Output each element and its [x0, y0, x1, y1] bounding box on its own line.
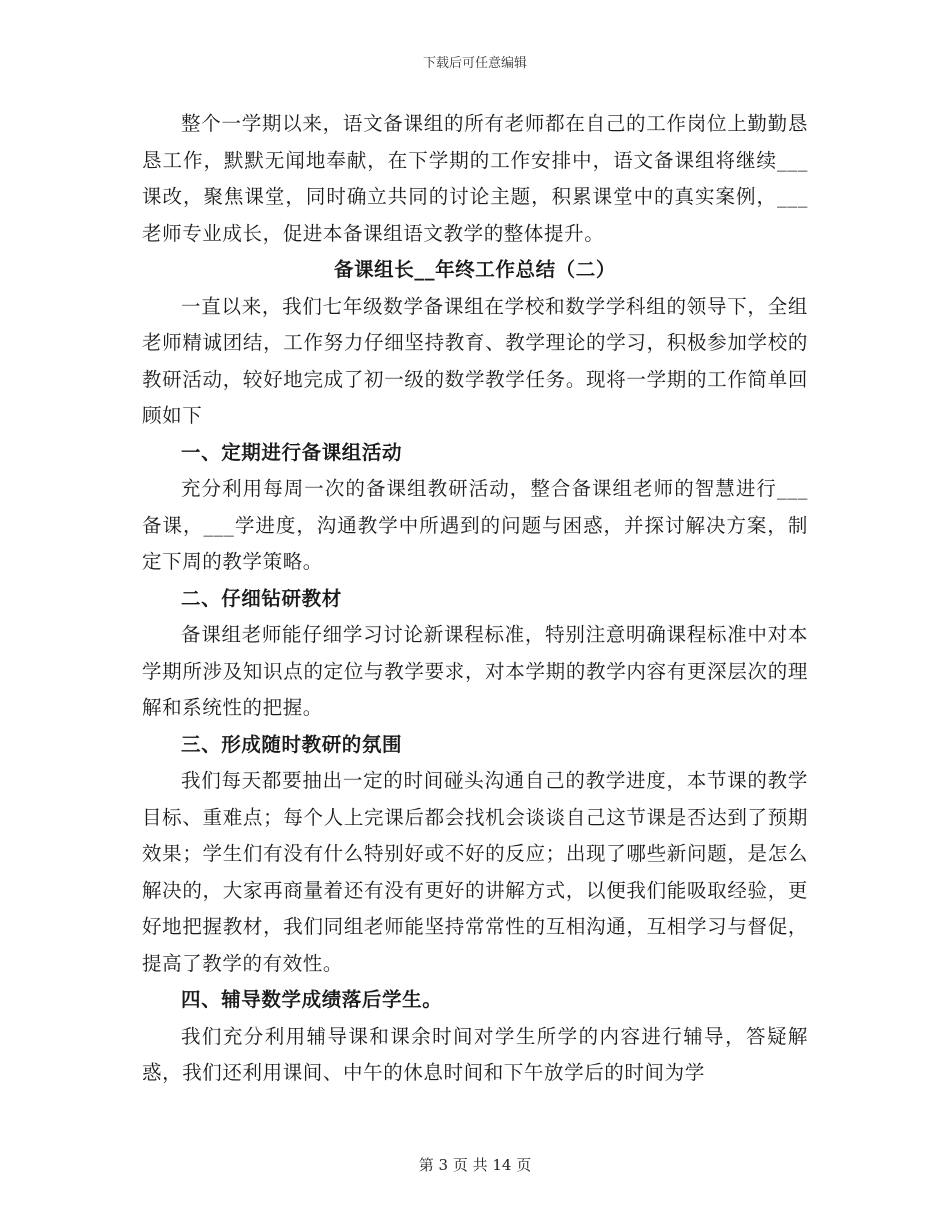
heading-1: 一、定期进行备课组活动 — [181, 440, 403, 464]
heading-2: 二、仔细钻研教材 — [181, 586, 342, 610]
paragraph-4: 我们充分利用辅导课和课余时间对学生所学的内容进行辅导，答疑解惑，我们还利用课间、中午的休息时间和下午放学后的时间为学 — [142, 1024, 808, 1084]
heading-3: 三、形成随时教研的氛围 — [181, 732, 403, 756]
page-header-note: 下载后可任意编辑 — [422, 56, 527, 71]
paragraph-3: 我们每天都要抽出一定的时间碰头沟通自己的教学进度，本节课的教学目标、重难点；每个人上完课后都会找机会谈谈自己这节课是否达到了预期效果；学生们有没有什么特别好或不好的反应；出现了哪些新问题，是怎么解决的，大家再商量着还有没有更好的讲解方式，以便我们能吸取经验，更好地把握教材，我们同组老师能坚持常常性的互相沟通，互相学习与督促，提高了教学的有效性。 — [142, 769, 808, 975]
paragraph-1: 充分利用每周一次的备课组教研活动，整合备课组老师的智慧进行___备课，___学进度，沟通教学中所遇到的问题与困惑，并探讨解决方案，制定下周的教学策略。 — [142, 477, 808, 573]
document-body — [142, 106, 808, 1092]
paragraph-2: 备课组老师能仔细学习讨论新课程标准，特别注意明确课程标准中对本学期所涉及知识点的定位与教学要求，对本学期的教学内容有更深层次的理解和系统性的把握。 — [142, 623, 808, 719]
paragraph-intro-summary: 整个一学期以来，语文备课组的所有老师都在自己的工作岗位上勤勤恳恳工作，默默无闻地奉献，在下学期的工作安排中，语文备课组将继续___课改，聚焦课堂，同时确立共同的讨论主题，积累课堂中的真实案例，___老师专业成长，促进本备课组语文教学的整体提升。 — [142, 112, 808, 245]
section-title: 备课组长__年终工作总结（二） — [333, 258, 616, 281]
paragraph-overview: 一直以来，我们七年级数学备课组在学校和数学学科组的领导下，全组老师精诚团结，工作努力仔细坚持教育、教学理论的学习，积极参加学校的教研活动，较好地完成了初一级的数学教学任务。现将一学期的工作简单回顾如下 — [142, 294, 808, 427]
heading-4: 四、辅导数学成绩落后学生。 — [181, 988, 443, 1011]
page-number-footer: 第 3 页 共 14 页 — [418, 1156, 532, 1174]
